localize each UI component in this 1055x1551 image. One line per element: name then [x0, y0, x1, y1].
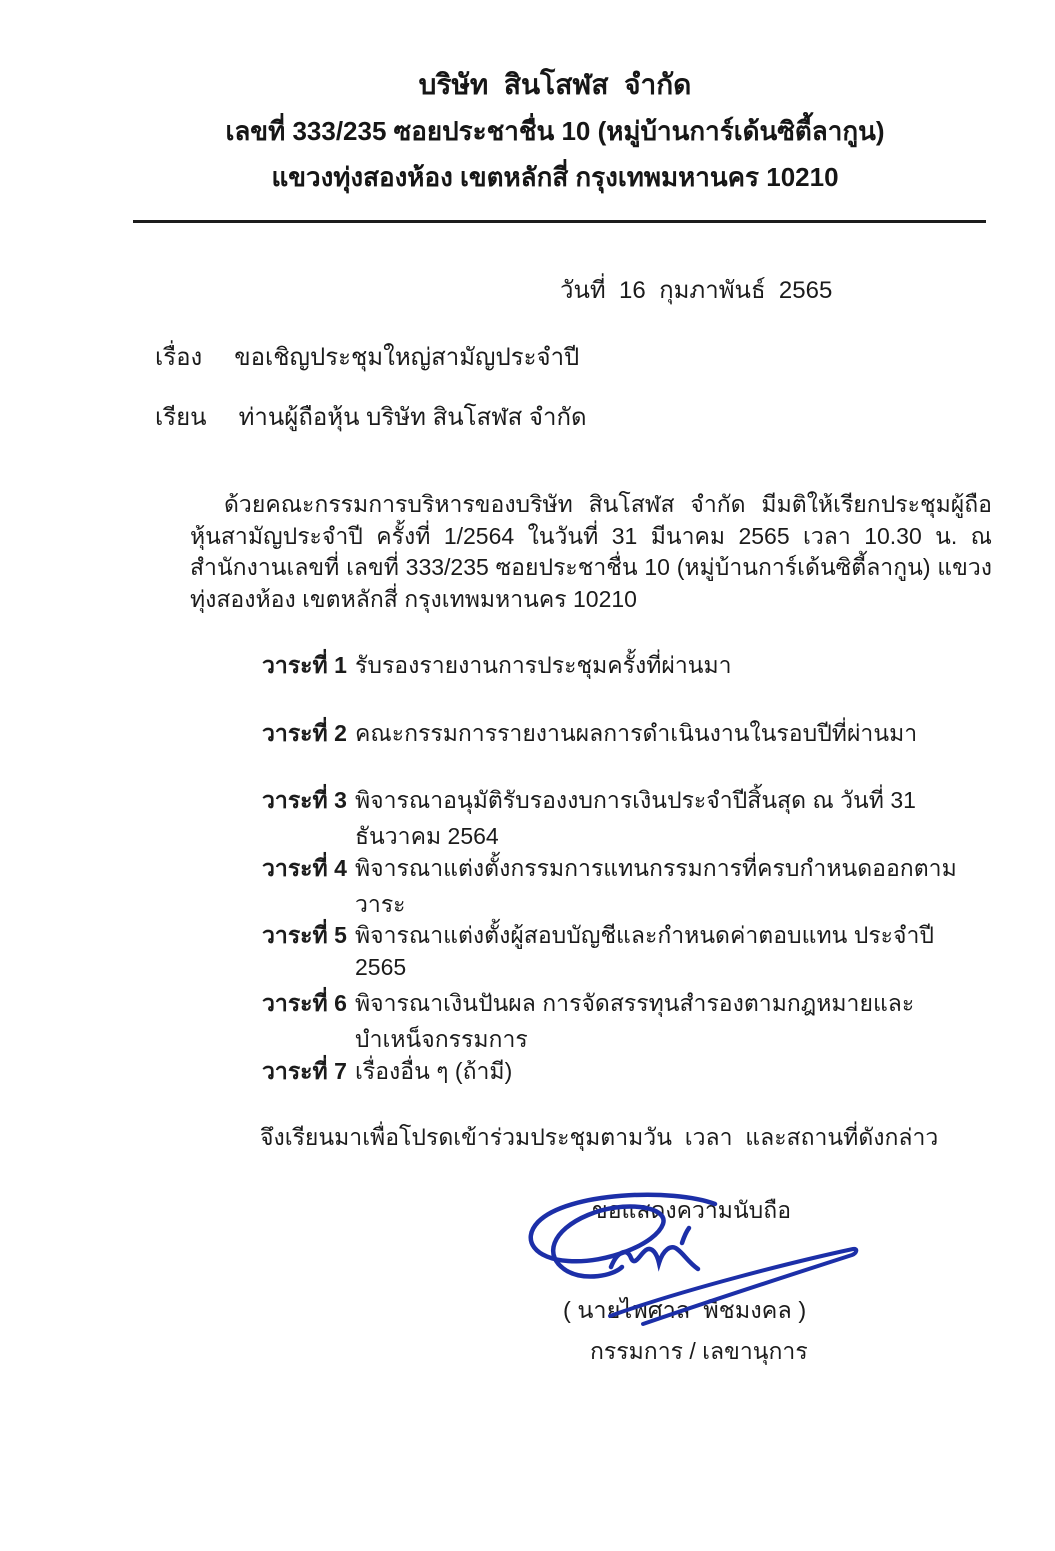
signer-role: กรรมการ / เลขานุการ: [590, 1338, 808, 1364]
respect-line: ขอแสดงความนับถือ: [592, 1197, 792, 1223]
signature-ink-icon: [505, 1180, 875, 1350]
agenda-item-number: วาระที่ 1: [262, 652, 347, 678]
agenda-list: [262, 648, 962, 1121]
date-line: วันที่ 16 กุมภาพันธ์ 2565: [560, 277, 833, 304]
agenda-item-text: รับรองรายงานการประชุมครั้งที่ผ่านมา: [355, 652, 732, 678]
subject-text: ขอเชิญประชุมใหญ่สามัญประจำปี: [234, 344, 580, 371]
closing-line: จึงเรียนมาเพื่อโปรดเข้าร่วมประชุมตามวัน เวลา และสถานที่ดังกล่าว: [260, 1124, 939, 1150]
signer-name: ( นายไพศาล พีชมงคล ): [563, 1297, 807, 1323]
signature-loop-stroke: [531, 1195, 715, 1277]
subject-label: เรื่อง: [155, 344, 203, 371]
recipient-label: เรียน: [155, 404, 207, 431]
agenda-item-number: วาระที่ 3: [262, 787, 347, 814]
agenda-item-number: วาระที่ 2: [262, 719, 347, 746]
agenda-item-number: วาระที่ 6: [262, 989, 347, 1016]
header-divider: [133, 220, 986, 223]
agenda-item-text: คณะกรรมการรายงานผลการดำเนินงานในรอบปีที่ผ่านมา: [355, 719, 918, 746]
subject-row: [155, 337, 579, 376]
body-paragraph: ด้วยคณะกรรมการบริหารของบริษัท สินโสฬส จำกัด มีมติให้เรียกประชุมผู้ถือหุ้นสามัญประจำปี ครั้งที่ 1/2564 ในวันที่ 31 มีนาคม 2565 เวลา 10.30 น. ณ สำนักงานเลขที่ เลขที่ 333/235 ซอยประชาชื่น 10 (หมู่บ้านการ์เด้นซิตี้ลากูน) แขวงทุ่งสองห้อง เขตหลักสี่ กรุงเทพมหานคร 10210: [190, 491, 992, 612]
recipient-text: ท่านผู้ถือหุ้น บริษัท สินโสฬส จำกัด: [238, 404, 587, 431]
agenda-item-3: [262, 783, 962, 851]
agenda-item-text: เรื่องอื่น ๆ (ถ้ามี): [355, 1057, 513, 1084]
company-address-line1: เลขที่ 333/235 ซอยประชาชื่น 10 (หมู่บ้านการ์เด้นซิตี้ลากูน): [225, 116, 885, 146]
agenda-item-2: [262, 716, 962, 784]
signature-swoosh-stroke: [610, 1249, 856, 1324]
letterhead: [55, 62, 1055, 200]
agenda-item-number: วาระที่ 5: [262, 922, 347, 949]
recipient-row: [155, 397, 587, 436]
agenda-item-6: [262, 986, 962, 1054]
agenda-item-text: พิจารณาอนุมัติรับรองงบการเงินประจำปีสิ้นสุด ณ วันที่ 31 ธันวาคม 2564: [355, 787, 916, 850]
agenda-item-number: วาระที่ 7: [262, 1057, 347, 1084]
agenda-item-1: [262, 648, 962, 716]
signature-tick-stroke: [682, 1228, 689, 1243]
agenda-item-5: [262, 918, 962, 986]
agenda-item-text: พิจารณาเงินปันผล การจัดสรรทุนสำรองตามกฎหมายและบำเหน็จกรรมการ: [355, 989, 915, 1052]
company-address-line2: แขวงทุ่งสองห้อง เขตหลักสี่ กรุงเทพมหานคร 10210: [271, 162, 839, 192]
agenda-item-text: พิจารณาแต่งตั้งกรรมการแทนกรรมการที่ครบกำหนดออกตามวาระ: [355, 854, 957, 917]
agenda-item-number: วาระที่ 4: [262, 854, 347, 881]
agenda-item-7: [262, 1054, 962, 1122]
agenda-item-4: [262, 851, 962, 919]
company-name: บริษัท สินโสฬส จำกัด: [418, 69, 692, 100]
signature-squiggle-stroke: [611, 1247, 698, 1269]
agenda-item-text: พิจารณาแต่งตั้งผู้สอบบัญชีและกำหนดค่าตอบแทน ประจำปี 2565: [355, 922, 935, 981]
